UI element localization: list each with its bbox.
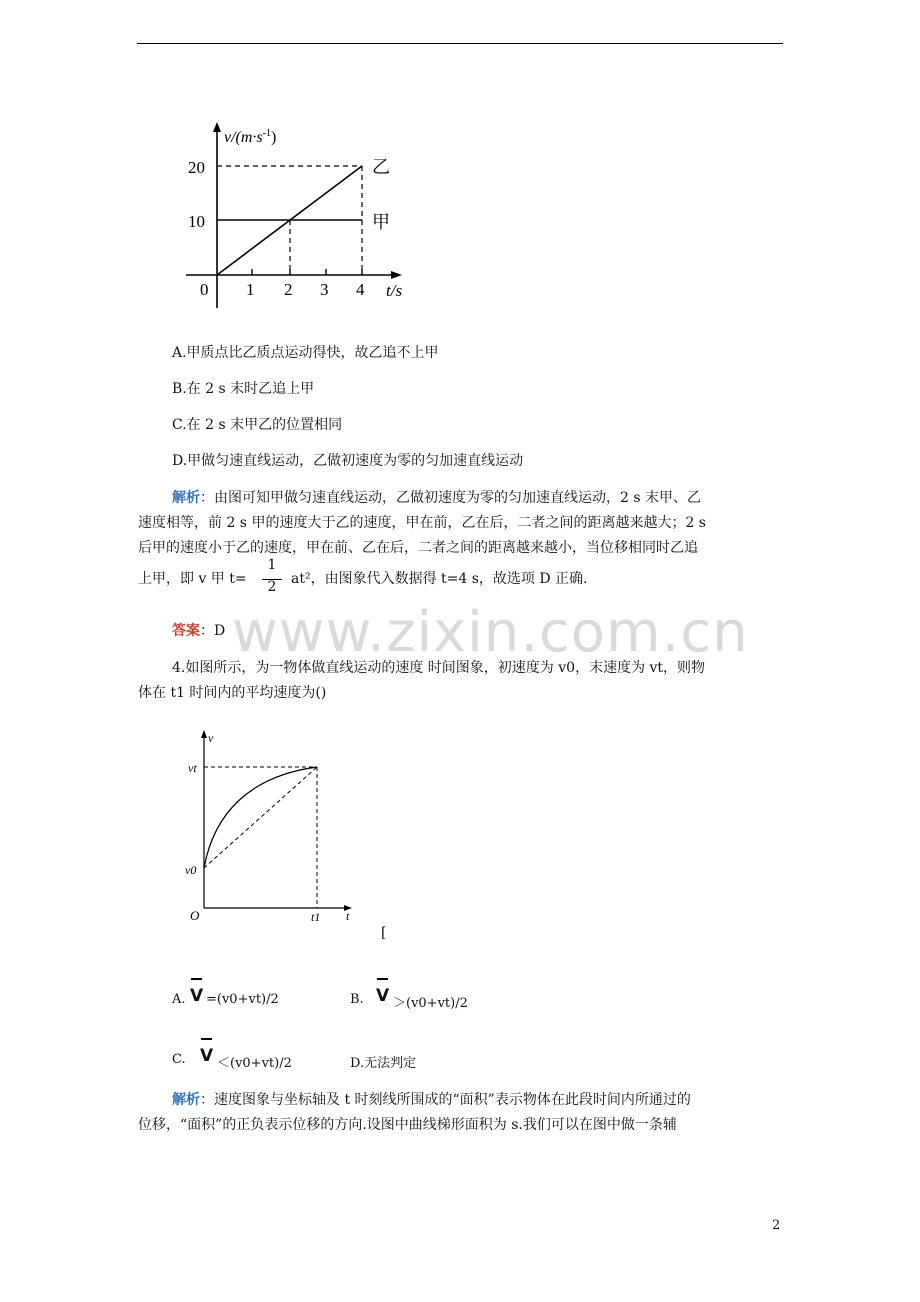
t-axis-label: t	[346, 909, 350, 923]
q3-analysis-line-3: 后甲的速度小于乙的速度，甲在前、乙在后，二者之间的距离越来越小，当位移相同时乙追	[138, 540, 698, 556]
stray-bracket: [	[381, 925, 387, 941]
analysis-label: 解析	[172, 490, 200, 506]
x-tick-4: 4	[356, 280, 365, 299]
vt-graph-jia-yi	[180, 118, 420, 318]
x-axis-label: t/s	[386, 281, 403, 300]
header-rule	[137, 43, 783, 44]
y-axis-arrow	[201, 730, 207, 738]
x-tick-1: 1	[246, 280, 255, 299]
vt-label: vt	[188, 761, 197, 775]
q4-option-c-prefix: C.	[172, 1052, 186, 1067]
vt-graph-curve	[180, 728, 380, 928]
y-axis-label: $v/(m\cdot s^{-1})$	[224, 128, 277, 146]
q3-option-c: C.在 2 s 末甲乙的位置相同	[172, 417, 343, 433]
q3-analysis-line-4b: at²，由图象代入数据得 t=4 s，故选项 D 正确.	[291, 571, 588, 587]
series-label-jia: 甲	[372, 212, 390, 233]
q4-option-d: D.无法判定	[350, 1056, 417, 1071]
fraction-one-half	[262, 557, 282, 595]
q3-option-a: A.甲质点比乙质点运动得快，故乙追不上甲	[172, 345, 439, 361]
q3-analysis-line-2: 速度相等，前 2 s 甲的速度大于乙的速度，甲在前，乙在后，二者之间的距离越来越大；2 s	[138, 515, 706, 531]
q4-analysis-line-2: 位移，“面积”的正负表示位移的方向.设图中曲线梯形面积为 s.我们可以在图中做一条辅	[138, 1117, 677, 1133]
answer-label: 答案	[172, 623, 200, 639]
q4-stem-line-2: 体在 t1 时间内的平均速度为()	[138, 685, 327, 701]
q4-option-b-text: ＞(v0+vt)/2	[393, 996, 468, 1011]
q4-analysis-line-1: 解析：速度图象与坐标轴及 t 时刻线所围成的“面积”表示物体在此段时间内所通过的	[172, 1092, 691, 1108]
y-axis-arrow	[213, 122, 221, 132]
q4-option-a-text: =(v0+vt)/2	[206, 992, 279, 1007]
chord-line	[204, 767, 317, 868]
mean-velocity-symbol-a: V	[190, 986, 204, 1006]
fraction-denominator: 2	[267, 579, 277, 595]
fraction-numerator: 1	[267, 557, 277, 573]
q3-analysis-line-4a: 上甲，即 v 甲 t=	[138, 571, 247, 587]
x-tick-3: 3	[320, 280, 329, 299]
q4-option-b-prefix: B.	[350, 992, 364, 1007]
watermark: www.zixin.com.cn	[232, 600, 749, 665]
v0-label: v0	[185, 863, 197, 877]
q4-option-c-text: ＜(v0+vt)/2	[217, 1056, 292, 1071]
origin-label: 0	[200, 280, 209, 299]
x-tick-2: 2	[284, 280, 293, 299]
q4-stem-line-1: 4.如图所示，为一物体做直线运动的速度 时间图象，初速度为 v0，末速度为 vt，则物	[172, 660, 706, 676]
q4-option-a-prefix: A.	[172, 992, 186, 1007]
q3-option-d: D.甲做匀速直线运动，乙做初速度为零的匀加速直线运动	[172, 453, 524, 469]
mean-velocity-symbol-c: V	[200, 1046, 214, 1066]
q3-analysis-line-1: 解析：由图可知甲做匀速直线运动，乙做初速度为零的匀加速直线运动，2 s 末甲、乙	[172, 490, 701, 506]
v-axis-label: v	[208, 731, 214, 745]
y-tick-20: 20	[188, 158, 205, 177]
x-axis-arrow	[391, 271, 402, 279]
analysis-label: 解析	[172, 1092, 200, 1108]
q3-answer: 答案：D	[172, 623, 226, 639]
t1-label: t1	[311, 910, 321, 924]
y-tick-10: 10	[188, 212, 205, 231]
mean-velocity-symbol-b: V	[376, 986, 390, 1006]
series-label-yi: 乙	[372, 157, 390, 178]
origin-label: O	[190, 908, 200, 923]
q3-option-b: B.在 2 s 末时乙追上甲	[172, 381, 315, 397]
page-number: 2	[772, 1218, 781, 1233]
